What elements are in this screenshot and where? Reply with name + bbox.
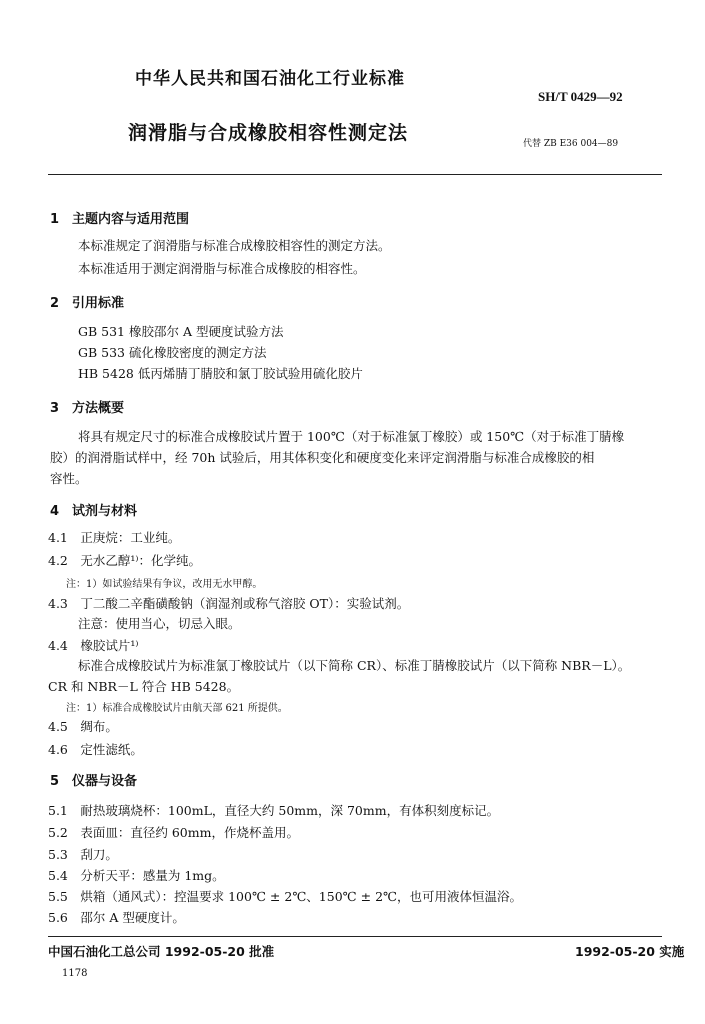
apparatus-item: 5.1 耐热玻璃烧杯：100mL，直径大约 50mm，深 70mm，有体积刻度标记。 [48, 803, 500, 818]
apparatus-item: 5.2 表面皿：直径约 60mm，作烧杯盖用。 [48, 825, 299, 840]
section-1-paragraph: 本标准规定了润滑脂与标准合成橡胶相容性的测定方法。 [78, 238, 391, 253]
material-item: 4.5 绸布。 [48, 719, 118, 734]
section-1-heading: 1 主题内容与适用范围 [50, 212, 190, 227]
material-item: 4.1 正庚烷：工业纯。 [48, 530, 181, 545]
replaces-standard: 代替 ZB E36 004—89 [523, 139, 619, 149]
standard-code: SH/T 0429—92 [538, 89, 623, 104]
page-title: 润滑脂与合成橡胶相容性测定法 [128, 122, 409, 144]
material-description: CR 和 NBR－L 符合 HB 5428。 [48, 679, 240, 694]
summary-line: 将具有规定尺寸的标准合成橡胶试片置于 100℃（对于标准氯丁橡胶）或 150℃（对于标准丁腈橡 [78, 429, 625, 444]
summary-line: 容性。 [50, 471, 88, 486]
summary-line: 胶）的润滑脂试样中，经 70h 试验后，用其体积变化和硬度变化来评定润滑脂与标准合成橡胶的相 [50, 450, 595, 465]
implementation-date: 1992-05-20 实施 [575, 944, 685, 959]
section-2-heading: 2 引用标准 [50, 296, 125, 311]
apparatus-item: 5.4 分析天平：感量为 1mg。 [48, 868, 225, 883]
material-item: 4.3 丁二酸二辛酯磺酸钠（润湿剂或称气溶胶 OT）：实验试剂。 [48, 596, 410, 611]
material-item: 4.4 橡胶试片¹⁾ [48, 638, 139, 653]
footnote: 注：1）标准合成橡胶试片由航天部 621 所提供。 [66, 703, 288, 714]
reference-item: HB 5428 低丙烯腈丁腈胶和氯丁胶试验用硫化胶片 [78, 366, 363, 381]
section-4-heading: 4 试剂与材料 [50, 504, 138, 519]
material-item: 4.2 无水乙醇¹⁾：化学纯。 [48, 553, 201, 568]
apparatus-item: 5.6 邵尔 A 型硬度计。 [48, 910, 185, 925]
section-5-heading: 5 仪器与设备 [50, 774, 138, 789]
reference-item: GB 531 橡胶邵尔 A 型硬度试验方法 [78, 324, 284, 339]
header-divider [48, 174, 662, 175]
footnote: 注：1）如试验结果有争议，改用无水甲醇。 [66, 579, 263, 590]
reference-item: GB 533 硫化橡胶密度的测定方法 [78, 345, 267, 360]
approval-date: 中国石油化工总公司 1992-05-20 批准 [48, 944, 275, 959]
section-3-heading: 3 方法概要 [50, 401, 125, 416]
footer-divider [48, 936, 662, 937]
material-description: 标准合成橡胶试片为标准氯丁橡胶试片（以下简称 CR）、标准丁腈橡胶试片（以下简称 NBR－L）。 [78, 658, 631, 673]
apparatus-item: 5.3 刮刀。 [48, 847, 118, 862]
section-1-paragraph: 本标准适用于测定润滑脂与标准合成橡胶的相容性。 [78, 261, 366, 276]
material-item: 4.6 定性滤纸。 [48, 742, 143, 757]
caution-note: 注意：使用当心，切忌入眼。 [78, 616, 241, 631]
apparatus-item: 5.5 烘箱（通风式）：控温要求 100℃ ± 2℃、150℃ ± 2℃，也可用液体恒温浴。 [48, 889, 523, 904]
standard-organization: 中华人民共和国石油化工行业标准 [135, 69, 405, 89]
page-number: 1178 [62, 968, 88, 979]
